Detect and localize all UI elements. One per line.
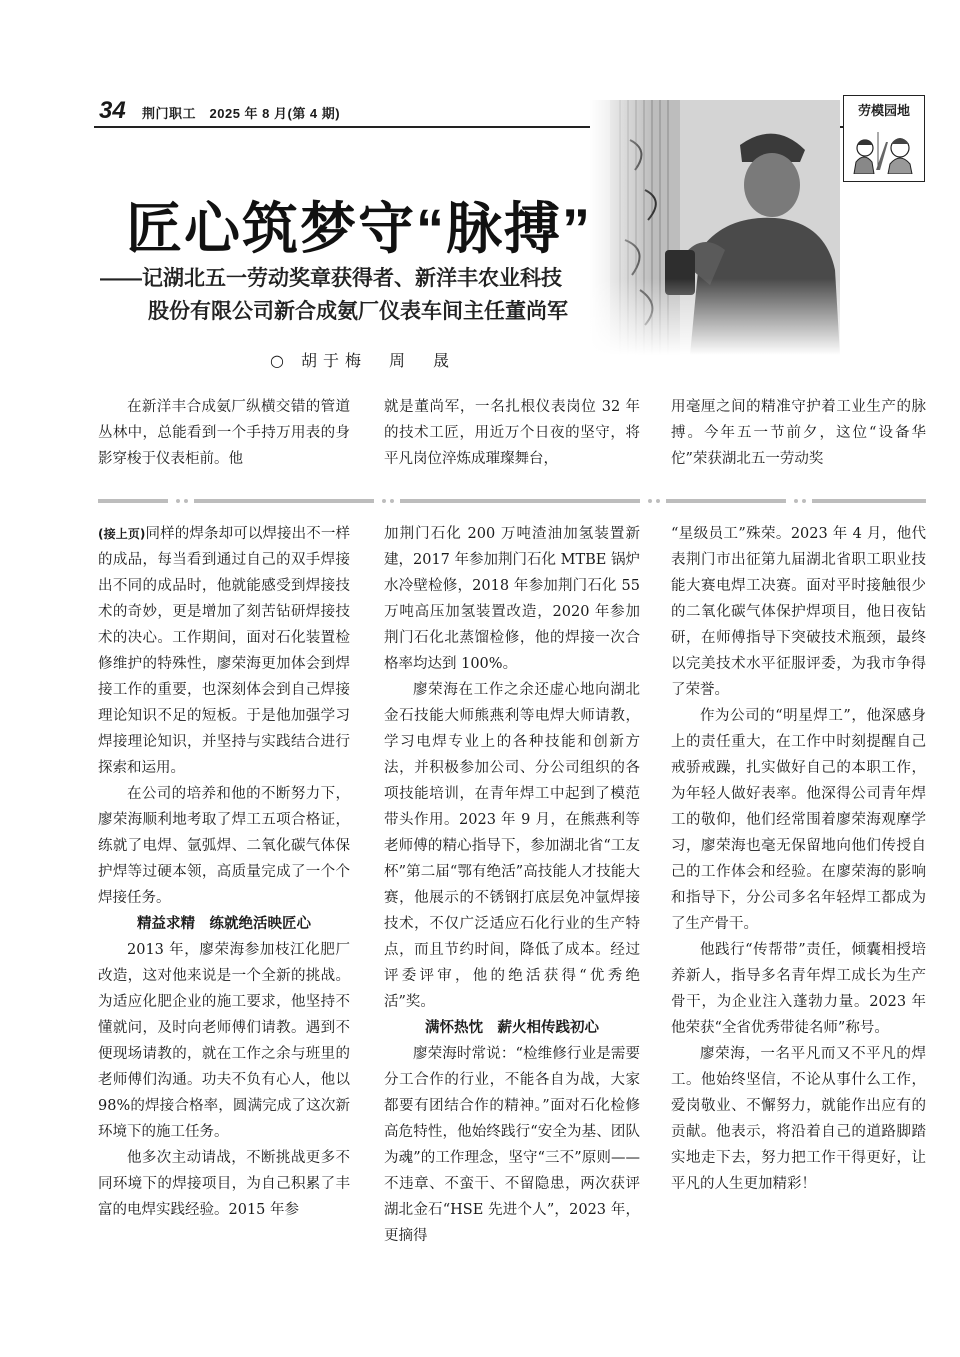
paragraph: 廖荣海在工作之余还虚心地向湖北金石技能大师熊燕利等电焊大师请教，学习电焊专业上的各种技能和创新方法，并积极参加公司、分公司组织的各项技能培训，在青年焊工中起到了模范带头作用。2023 年 9 月，在熊燕利等老师傅的精心指导下，参加湖北省“工友杯”第二届“鄂有绝活”高技能人才技能大赛，他展示的不锈钢打底层免冲氩焊接技术，不仅广泛适应石化行业的生产特点，而且节约时间，降低了成本。经过评委评审，他的绝活获得“优秀绝活”奖。 [384,682,640,1010]
section-divider [98,496,926,506]
paragraph: 他践行“传帮带”责任，倾囊相授培养新人，指导多名青年焊工成长为生产骨干，为企业注入蓬勃力量。2023 年他荣获“全省优秀带徒名师”称号。 [671,942,926,1036]
intro-column-2 [384,394,640,472]
page-number: 34 [99,97,126,124]
paragraph: 就是董尚军，一名扎根仪表岗位 32 年的技术工匠，用近万个日夜的坚守，将平凡岗位淬炼成璀璨舞台， [384,399,640,467]
paragraph: 廖荣海，一名平凡而又不平凡的焊工。他始终坚信，不论从事什么工作，爱岗敬业、不懈努力，就能作出应有的贡献。他表示，将沿着自己的道路脚踏实地走下去，努力把工作干得更好，让平凡的人生更加精彩！ [671,1046,926,1192]
paragraph: 作为公司的“明星焊工”，他深感身上的责任重大，在工作中时刻提醒自己戒骄戒躁，扎实做好自己的本职工作，为年轻人做好表率。他深得公司青年焊工的敬仰，他们经常围着廖荣海观摩学习，廖荣海也毫无保留地向他们传授自己的工作体会和经验。在廖荣海的影响和指导下，分公司多名年轻焊工都成为了生产骨干。 [671,708,926,932]
article-subtitle-line1: ——记湖北五一劳动奖章获得者、新洋丰农业科技 [100,267,562,290]
byline: ○ 胡于梅 周 晟 [270,351,456,370]
article-subtitle-line2: 股份有限公司新合成氨厂仪表车间主任董尚军 [148,300,568,323]
publication-info: 荆门职工 2025 年 8 月(第 4 期) [142,106,341,121]
body-column-1 [98,521,350,1223]
section-badge [843,95,925,182]
worker-photo [590,100,840,355]
paragraph: 廖荣海时常说：“检维修行业是需要分工合作的行业，不能各自为战，大家都要有团结合作的精神。”面对石化检修高危特性，他始终践行“安全为基、团队为魂”的工作理念，坚守“三不”原则——不违章、不蛮干、不留隐患，两次获评湖北金石“HSE 先进个人”，2023 年，更摘得 [384,1046,640,1244]
body-column-2 [384,521,640,1249]
section-heading: 精益求精 练就绝活映匠心 [137,916,311,932]
section-title: 劳模园地 [857,103,910,118]
continued-marker: (接上页) [98,527,146,541]
paragraph: 2013 年，廖荣海参加枝江化肥厂改造，这对他来说是一个全新的挑战。为适应化肥企业的施工要求，他坚持不懂就问，及时向老师傅们请教。遇到不便现场请教的，就在工作之余与班里的老师傅们沟通。功夫不负有心人，他以 98%的焊接合格率，圆满完成了这次新环境下的施工任务。 [98,942,350,1140]
intro-column-1 [98,394,350,472]
intro-column-3 [671,394,926,472]
section-heading: 满怀热忱 薪火相传践初心 [425,1020,599,1036]
body-column-3 [671,521,926,1197]
workers-illustration-icon [852,122,916,174]
paragraph: 在新洋丰合成氨厂纵横交错的管道丛林中，总能看到一个手持万用表的身影穿梭于仪表柜前。他 [98,399,350,467]
paragraph: 加荆门石化 200 万吨渣油加氢装置新建，2017 年参加荆门石化 MTBE 锅炉水冷壁检修，2018 年参加荆门石化 55 万吨高压加氢装置改造，2020 年参加荆门石化北蒸馏检修，他的焊接一次合格率均达到 100%。 [384,526,640,672]
paragraph: 在公司的培养和他的不断努力下，廖荣海顺利地考取了焊工五项合格证，练就了电焊、氩弧焊、二氧化碳气体保护焊等过硬本领，高质量完成了一个个焊接任务。 [98,786,350,906]
paragraph-text: 同样的焊条却可以焊接出不一样的成品，每当看到通过自己的双手焊接出不同的成品时，他就能感受到焊接技术的奇妙，更是增加了刻苦钻研焊接技术的决心。工作期间，面对石化装置检修维护的特殊性，廖荣海更加体会到焊接工作的重要，也深刻体会到自己焊接理论知识不足的短板。于是他加强学习焊接理论知识，并坚持与实践结合进行探索和运用。 [98,526,350,776]
paragraph: “星级员工”殊荣。2023 年 4 月，他代表荆门市出征第九届湖北省职工职业技能大赛电焊工决赛。面对平时接触很少的二氧化碳气体保护焊项目，他日夜钻研，在师傅指导下突破技术瓶颈，最终以完美技术水平征服评委，为我市争得了荣誉。 [671,526,926,698]
paragraph [98,521,350,781]
paragraph: 他多次主动请战，不断挑战更多不同环境下的焊接项目，为自己积累了丰富的电焊实践经验。2015 年参 [98,1150,350,1218]
article-title: 匠心筑梦守“脉搏” [126,197,592,260]
paragraph: 用毫厘之间的精准守护着工业生产的脉搏。今年五一节前夕，这位“设备华佗”荣获湖北五一劳动奖 [671,399,926,467]
